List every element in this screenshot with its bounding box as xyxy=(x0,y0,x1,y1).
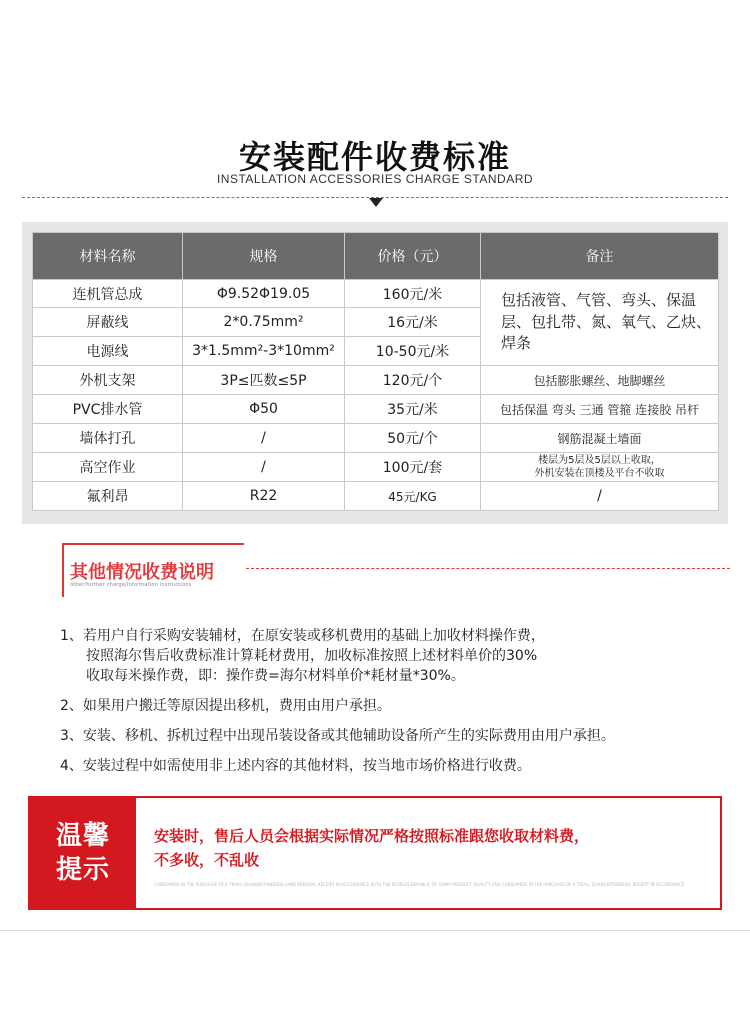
cell-name: 电源线 xyxy=(33,337,183,366)
column-header-spec: 规格 xyxy=(183,233,345,280)
down-arrow-icon xyxy=(369,198,383,207)
cell-name: 连机管总成 xyxy=(33,280,183,308)
cell-spec: / xyxy=(183,453,345,482)
cell-note: 包括膨胀螺丝、地脚螺丝 xyxy=(481,366,719,395)
note-line: 按照海尔售后收费标准计算耗材费用，加收标准按照上述材料单价的30% xyxy=(86,648,538,664)
cell-name: 墙体打孔 xyxy=(33,424,183,453)
table-row xyxy=(33,395,719,424)
cell-price: 35元/米 xyxy=(345,395,481,424)
cell-price: 120元/个 xyxy=(345,366,481,395)
cell-note-line: 外机安装在顶楼及平台不收取 xyxy=(534,468,665,479)
table-row xyxy=(33,453,719,482)
bottom-divider xyxy=(0,930,750,931)
cell-price: 160元/米 xyxy=(345,280,481,308)
cell-spec: 3*1.5mm²-3*10mm² xyxy=(183,337,345,366)
section-title: 其他情况收费说明 xyxy=(70,562,214,583)
list-item xyxy=(60,626,720,686)
cell-price: 16元/米 xyxy=(345,308,481,337)
cell-price: 10-50元/米 xyxy=(345,337,481,366)
note-line: 收取每米操作费，即：操作费=海尔材料单价*耗材量*30%。 xyxy=(86,668,465,684)
cell-name: 屏蔽线 xyxy=(33,308,183,337)
note-line: 4、安装过程中如需使用非上述内容的其他材料，按当地市场价格进行收费。 xyxy=(60,758,531,774)
charge-table-panel xyxy=(22,222,728,524)
section-subtitle: other/further charge/information instructions xyxy=(70,582,192,588)
table-header-row xyxy=(33,233,719,280)
warm-tip-label-line: 提示 xyxy=(55,855,110,885)
column-header-name: 材料名称 xyxy=(33,233,183,280)
cell-name: 外机支架 xyxy=(33,366,183,395)
table-row xyxy=(33,280,719,308)
note-line: 2、如果用户搬迁等原因提出移机，费用由用户承担。 xyxy=(60,698,391,714)
table-row xyxy=(33,482,719,511)
cell-price: 50元/个 xyxy=(345,424,481,453)
table-row xyxy=(33,424,719,453)
note-line: 1、若用户自行采购安装辅材，在原安装或移机费用的基础上加收材料操作费， xyxy=(60,628,545,644)
warm-tip-label xyxy=(30,798,136,908)
warm-tip-text xyxy=(154,824,714,872)
cell-spec: / xyxy=(183,424,345,453)
cell-spec: Φ9.52Φ19.05 xyxy=(183,280,345,308)
cell-note: / xyxy=(481,482,719,511)
cell-note xyxy=(481,453,719,482)
list-item xyxy=(60,756,720,776)
list-item xyxy=(60,696,720,716)
page-subtitle: INSTALLATION ACCESSORIES CHARGE STANDARD xyxy=(216,172,534,186)
page-title: 安装配件收费标准 xyxy=(238,138,511,176)
cell-name: PVC排水管 xyxy=(33,395,183,424)
cell-price: 100元/套 xyxy=(345,453,481,482)
list-item xyxy=(60,726,720,746)
charge-table xyxy=(32,232,719,511)
warm-tip-box xyxy=(28,796,722,910)
cell-name: 氟利昂 xyxy=(33,482,183,511)
warm-tip-label-line: 温馨 xyxy=(55,821,110,851)
cell-note: 钢筋混凝土墙面 xyxy=(481,424,719,453)
notes-list xyxy=(60,626,720,776)
cell-note-merged: 包括液管、气管、弯头、保温层、包扎带、氮、氧气、乙炔、焊条 xyxy=(481,280,719,366)
cell-spec: Φ50 xyxy=(183,395,345,424)
table-row xyxy=(33,366,719,395)
cell-spec: 2*0.75mm² xyxy=(183,308,345,337)
note-line: 3、安装、移机、拆机过程中出现吊装设备或其他辅助设备所产生的实际费用由用户承担。 xyxy=(60,728,615,744)
cell-name: 高空作业 xyxy=(33,453,183,482)
warm-tip-line: 安装时，售后人员会根据实际情况严格按照标准跟您收取材料费， xyxy=(154,827,590,845)
warm-tip-line: 不多收，不乱收 xyxy=(154,851,260,869)
section-divider xyxy=(246,568,730,569)
column-header-note: 备注 xyxy=(481,233,719,280)
cell-spec: 3P≤匹数≤5P xyxy=(183,366,345,395)
cell-note-line: 楼层为5层及5层以上收取， xyxy=(538,455,661,466)
warm-tip-fineprint: CONSUMERS IN THE PURCHASE OF A TRIALL QUANQIUTIANDIXIU LAND REMOVAL RECEIPT IN ACCORDANCE WITH THE PEOPLES REPUBLIC OF CHINA PRODUCT QUALITY LAW CONSUMERS IN THE PURCHASE OF A TRIALL QUANQIUTIANDIXIU RECEIPT IN ACCORDANCE xyxy=(154,882,685,887)
cell-spec: R22 xyxy=(183,482,345,511)
cell-price: 45元/KG xyxy=(345,482,481,511)
column-header-price: 价格（元） xyxy=(345,233,481,280)
cell-note: 包括保温 弯头 三通 管箍 连接胶 吊杆 xyxy=(481,395,719,424)
